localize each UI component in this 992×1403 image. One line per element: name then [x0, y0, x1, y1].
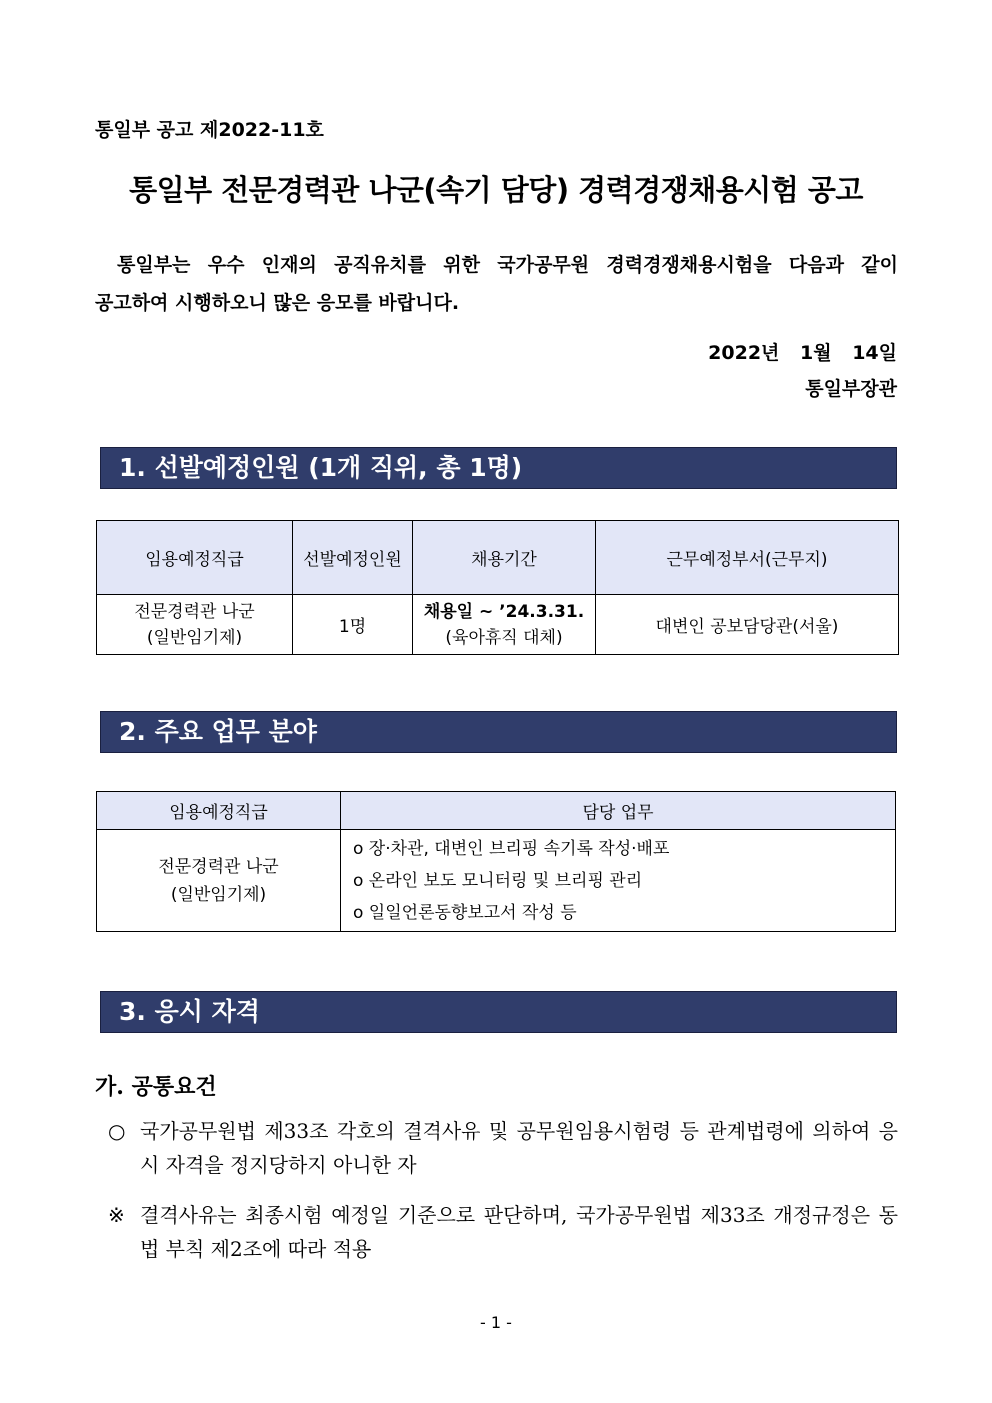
cell-period	[413, 595, 596, 655]
duties-header-grade: 임용예정직급	[97, 792, 341, 830]
duties-cell-work	[341, 830, 896, 932]
reference-mark-icon: ※	[108, 1203, 125, 1227]
circle-bullet-icon: ○	[108, 1119, 126, 1143]
requirement-item	[108, 1114, 898, 1182]
document-title: 통일부 전문경력관 나군(속기 담당) 경력경쟁채용시험 공고	[129, 173, 863, 207]
selection-table	[96, 520, 899, 655]
subheading-common-requirements: 가. 공통요건	[95, 1074, 217, 1100]
requirement-text: 국가공무원법 제33조 각호의 결격사유 및 공무원임용시험령 등 관계법령에 의하여 응시 자격을 정지당하지 아니한 자	[140, 1119, 898, 1177]
notice-date: 2022년 1월 14일	[708, 342, 897, 364]
header-department: 근무예정부서(근무지)	[596, 521, 899, 595]
header-period: 채용기간	[413, 521, 596, 595]
duties-cell-grade	[97, 830, 341, 932]
duty-item: o 온라인 보도 모니터링 및 브리핑 관리	[353, 870, 643, 891]
note-text: 결격사유는 최종시험 예정일 기준으로 판단하며, 국가공무원법 제33조 개정규정은 동법 부칙 제2조에 따라 적용	[140, 1203, 898, 1261]
period-line-1: 채용일 ~ ’24.3.31.	[423, 601, 585, 622]
intro-paragraph	[95, 246, 898, 322]
section3-heading: 3. 응시 자격	[100, 991, 897, 1033]
page-number: - 1 -	[480, 1313, 512, 1332]
section1-heading: 1. 선발예정인원 (1개 직위, 총 1명)	[100, 447, 897, 489]
duties-grade-line-1: 전문경력관 나군	[158, 856, 279, 877]
cell-count: 1명	[293, 595, 413, 655]
header-grade: 임용예정직급	[97, 521, 293, 595]
section2-heading: 2. 주요 업무 분야	[100, 711, 897, 753]
grade-line-2: (일반임기제)	[146, 627, 243, 648]
duties-header-work: 담당 업무	[341, 792, 896, 830]
duties-table	[96, 791, 896, 932]
requirement-note	[108, 1198, 898, 1266]
duty-item: o 일일언론동향보고서 작성 등	[353, 902, 577, 923]
cell-department: 대변인 공보담당관(서울)	[596, 595, 899, 655]
duty-item: o 장·차관, 대변인 브리핑 속기록 작성·배포	[353, 838, 670, 859]
period-line-2: (육아휴직 대체)	[445, 627, 563, 648]
issuer: 통일부장관	[805, 378, 897, 400]
notice-number: 통일부 공고 제2022-11호	[95, 119, 324, 141]
intro-line-2: 공고하여 시행하오니 많은 응모를 바랍니다.	[95, 292, 460, 314]
duties-grade-line-2: (일반임기제)	[170, 884, 267, 905]
header-count: 선발예정인원	[293, 521, 413, 595]
grade-line-1: 전문경력관 나군	[134, 601, 255, 622]
cell-grade	[97, 595, 293, 655]
intro-line-1: 통일부는 우수 인재의 공직유치를 위한 국가공무원 경력경쟁채용시험을 다음과 같이	[117, 254, 898, 276]
